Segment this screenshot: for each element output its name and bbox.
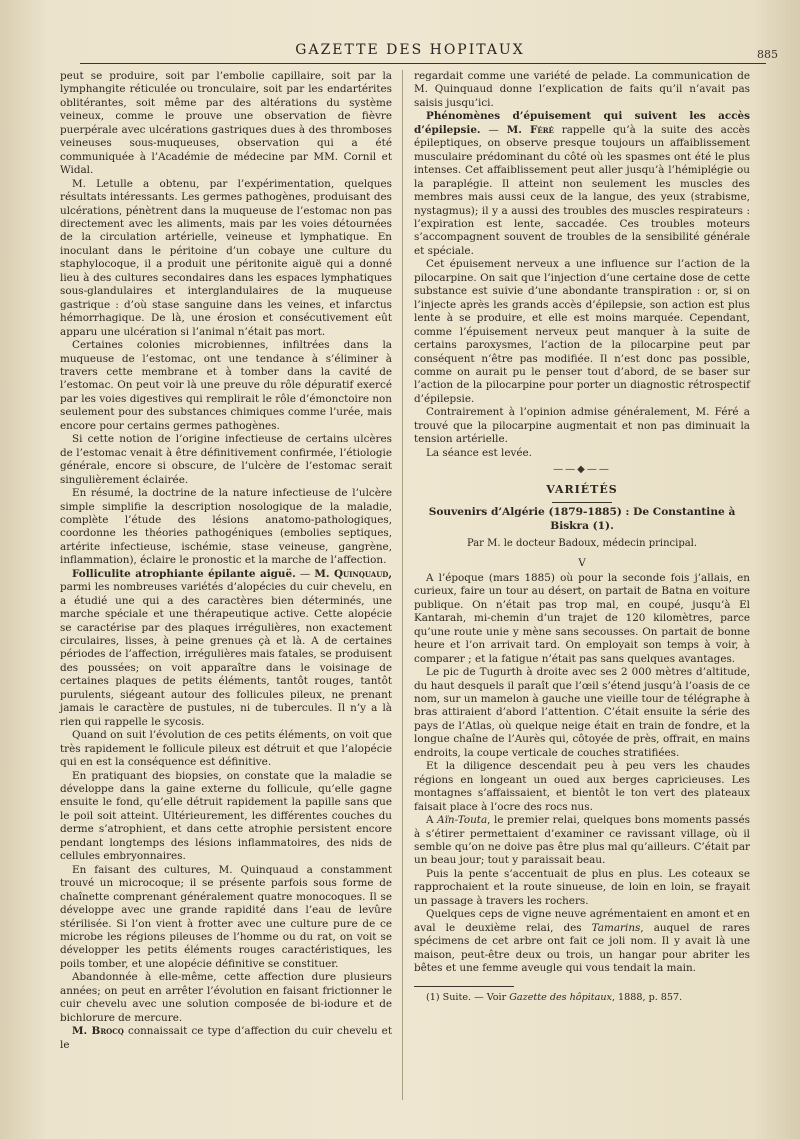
header-rule xyxy=(80,63,766,64)
paragraph: Contrairement à l’opinion admise généralement, M. Féré a trouvé que la pilocarpine augmentait et non pas diminuait la tension artérielle. xyxy=(414,406,750,446)
paragraph: Abandonnée à elle-même, cette affection dure plusieurs années; on peut en arrêter l’évolution en faisant frictionner le cuir chevelu avec une solution composée de bi-iodure et de bichlorure de mercure. xyxy=(60,971,392,1024)
paragraph: A l’époque (mars 1885) où pour la seconde fois j’allais, en curieux, faire un tour au désert, on partait de Batna en voiture publique. On n’était pas trop mal, en coupé, jusqu’à El Kantarah, mi-chemin d’un trajet de 120 kilomètres, parce qu’une route unie y mène sans secousses. On partait de bonne heure et l’on arrivait tard. On employait son temps à voir, à comparer ; et la fatigue n’était pas sans quelques avantages. xyxy=(414,571,750,665)
footnote: (1) Suite. — Voir Gazette des hôpitaux, 1888, p. 857. xyxy=(426,991,683,1003)
paragraph-epilepsie: Phénomènes d’épuisement qui suivent les accès d’épilepsie. — M. Féré rappelle qu’à la suite des accès épileptiques, on observe presque toujours un affaiblissement musculaire prédominant du côté où les spasmes ont été le plus intenses. Cet affaiblissement peut aller jusqu’à l’hémiplégie ou la paraplégie. Il atteint non seulement les muscles des membres mais aussi ceux de la langue, des yeux (strabisme, nystagmus); il y a aussi des troubles des muscles respirateurs : l’expiration est lente, saccadée. Ces troubles moteurs s’accompagnent souvent de troubles de la sensibilité générale et spéciale. xyxy=(414,110,750,257)
right-column xyxy=(414,70,750,1004)
byline: Par M. le docteur Badoux, médecin principal. xyxy=(466,538,698,550)
paragraph-ain-touta: A Aïn-Touta, le premier relai, quelques bons moments passés à s’étirer permettaient d’examiner ce ravissant village, où il semble qu’on ne doive pas être plus mal qu’ailleurs. C’était par un beau jour; tout y paraissait beau. xyxy=(414,814,750,867)
paragraph: Cet épuisement nerveux a une influence sur l’action de la pilocarpine. On sait que l’injection d’une certaine dose de cette substance est suivie d’une abondante transpiration : or, si on l’injecte après les grands accès d’épilepsie, son action est plus lente à se produire, et elle est moins marquée. Cependant, comme l’épuisement nerveux peut manquer à la suite de certains paroxysmes, l’action de la pilocarpine peut par conséquent n’être pas modifiée. Il n’est donc pas possible, comme on aurait pu le penser tout d’abord, de se baser sur l’action de la pilocarpine pour porter un diagnostic rétrospectif d’épilepsie. xyxy=(414,258,750,405)
paragraph: Certaines colonies microbiennes, infiltrées dans la muqueuse de l’estomac, ont une tendance à s’éliminer à travers cette membrane et à tomber dans la cavité de l’estomac. On peut voir là une preuve du rôle dépuratif exercé par les voies digestives qui remplirait le rôle d’émonctoire non seulement pour des substances chimiques comme l’urée, mais encore pour certains germes pathogènes. xyxy=(60,339,392,432)
section-lead: Phénomènes d’épuisement qui suivent les accès d’épilepsie. xyxy=(414,110,750,136)
paragraph-tamarins: Quelques ceps de vigne neuve agrémentaient en amont et en aval le deuxième relai, des Tamarins, auquel de rares spécimens de cet arbre ont fait ce joli nom. Il y avait là une maison, peut-être deux ou trois, un hangar pour abriter les bêtes et une femme aveugle qui vous tendait la main. xyxy=(414,908,751,975)
paragraph: Si cette notion de l’origine infectieuse de certains ulcères de l’estomac venait à être définitivement confirmée, l’étiologie générale, encore si obscure, de l’ulcère de l’estomac serait singulièrement éclairée. xyxy=(60,433,392,486)
page-number: 885 xyxy=(757,48,778,61)
chapter-number: V xyxy=(578,556,586,569)
paragraph: En résumé, la doctrine de la nature infectieuse de l’ulcère simple simplifie la description nosologique de la maladie, complète l’étude des lésions anatomo-pathologiques, coordonne les théories pathogéniques (embolies septiques, artérite infectieuse, ischémie, stase veineuse, gangrène, inflammation), éclaire le pronostic et la marche de l’affection. xyxy=(60,487,392,567)
page-header xyxy=(60,34,778,64)
paragraph: Puis la pente s’accentuait de plus en plus. Les coteaux se rapprochaient et la route sinueuse, de loin en loin, se frayait un passage à travers les rochers. xyxy=(414,867,750,907)
paragraph: Quand on suit l’évolution de ces petits éléments, on voit que très rapidement le follicule pileux est détruit et que l’alopécie qui en est la conséquence est définitive. xyxy=(60,729,392,769)
section-title: VARIÉTÉS xyxy=(546,482,618,496)
paragraph: La séance est levée. xyxy=(426,446,532,459)
paragraph: Et la diligence descendait peu à peu vers les chaudes régions en longeant un oued aux berges capricieuses. Les montagnes s’affaissaient, et bientôt le ton vert des plateaux faisait place à l’ocre des rocs nus. xyxy=(414,760,750,813)
author-name: M. Quinquaud, xyxy=(314,567,392,580)
ornament-rule: ——◆—— xyxy=(553,464,611,476)
paragraph: En pratiquant des biopsies, on constate que la maladie se développe dans la gaine externe du follicule, qu’elle gagne ensuite le fond, qu’elle détruit rapidement la papille sans que le poil soit atteint. Ultérieurement, les différentes couches du derme s’atrophient, et dans cette atrophie persistent encore pendant longtemps des lésions inflammatoires, des nids de cellules embryonnaires. xyxy=(60,769,392,863)
column-divider xyxy=(402,70,403,1100)
journal-title: GAZETTE DES HOPITAUX xyxy=(295,42,525,58)
place-name: Tamarins xyxy=(591,921,641,934)
paragraph: regardait comme une variété de pelade. La communication de M. Quinquaud donne l’explication de faits qu’il n’avait pas saisis jusqu’ici. xyxy=(414,70,750,109)
article-title: Souvenirs d’Algérie (1879-1885) : De Constantine à Biskra (1). xyxy=(428,506,736,532)
section-lead: Folliculite atrophiante épilante aiguë. xyxy=(72,567,296,580)
paragraph: M. Letulle a obtenu, par l’expérimentation, quelques résultats intéressants. Les germes pathogènes, produisant des ulcérations, pénètrent dans la muqueuse de l’estomac non pas directement avec les aliments, mais par les voies détournées de la circulation artérielle, veineuse et lymphatique. En inoculant dans le péritoine d’un cobaye une culture du staphylocoque, il a produit une péritonite aiguë qui a donné lieu à des cultures secondaires dans les espaces lymphatiques sous-glandulaires et interglandulaires de la muqueuse gastrique : d’où stase sanguine dans les veines, et infarctus hémorrhagique. De là, une érosion et consécutivement eût apparu une ulcération si l’animal n’était pas mort. xyxy=(60,177,392,338)
paragraph-brocq: M. Brocq connaissait ce type d’affection du cuir chevelu et le xyxy=(60,1025,392,1051)
left-column xyxy=(60,70,392,1052)
journal-reference: Gazette des hôpitaux xyxy=(509,991,612,1003)
author-name: M. Brocq xyxy=(72,1025,124,1038)
paragraph-folliculite: Folliculite atrophiante épilante aiguë. — M. Quinquaud, parmi les nombreuses variétés d’alopécies du cuir chevelu, en a étudié une qui a des caractères bien déterminés, une marche spéciale et une thérapeutique active. Cette alopécie se caractérise par des plaques irrégulières, non exactement circulaires, lisses, à peine grenues çà et là. A de certaines périodes de l’affection, irrégulières mais fatales, se produisent des poussées; on voit apparaître dans le voisinage de certaines plaques de petits éléments, tantôt rouges, tantôt purulents, siégeant autour des follicules pileux, ne prenant jamais le caractère de pustules, ni de tubercules. Il n’y a là rien qui rappelle le sycosis. xyxy=(60,567,392,728)
footnote-rule xyxy=(414,986,514,987)
place-name: Aïn-Touta xyxy=(437,814,488,827)
author-name: M. Féré xyxy=(506,123,554,136)
paragraph: Le pic de Tugurth à droite avec ses 2 000 mètres d’altitude, du haut desquels il paraît que l’œil s’étend jusqu’à l’oasis de ce nom, sur un mamelon à gauche une vieille tour de télégraphe à bras attiraient d’abord l’attention. C’était ensuite la série des pays de l’Atlas, où quelque neige était en train de fondre, et la longue chaîne de l’Aurès qui, côtoyée de près, offrait, en mains endroits, la coupe verticale de couches stratifiées. xyxy=(414,666,750,759)
paragraph: En faisant des cultures, M. Quinquaud a constamment trouvé un microcoque; il se présente parfois sous forme de chaînette comprenant généralement quatre monocoques. Il se développe avec une grande rapidité dans l’eau de levûre stérilisée. Si l’on vient à frotter avec une culture pure de ce microbe les régions pileuses de l’homme ou du rat, on voit se développer les petits éléments rouges caractéristiques, les poils tomber, et une alopécie définitive se constituer. xyxy=(60,863,392,970)
short-rule xyxy=(552,502,612,503)
paragraph: peut se produire, soit par l’embolie capillaire, soit par la lymphangite réticulée ou tronculaire, soit par les endartérites oblitérantes, soit même par des altérations du système veineux, comme le prouve une observation de fièvre puerpérale avec ulcérations gastriques dues à des thromboses veineuses sous-muqueuses, observation qui a été communiquée à l’Académie de médecine par MM. Cornil et Widal. xyxy=(60,70,392,177)
footnote-ref: (1). xyxy=(592,519,614,532)
